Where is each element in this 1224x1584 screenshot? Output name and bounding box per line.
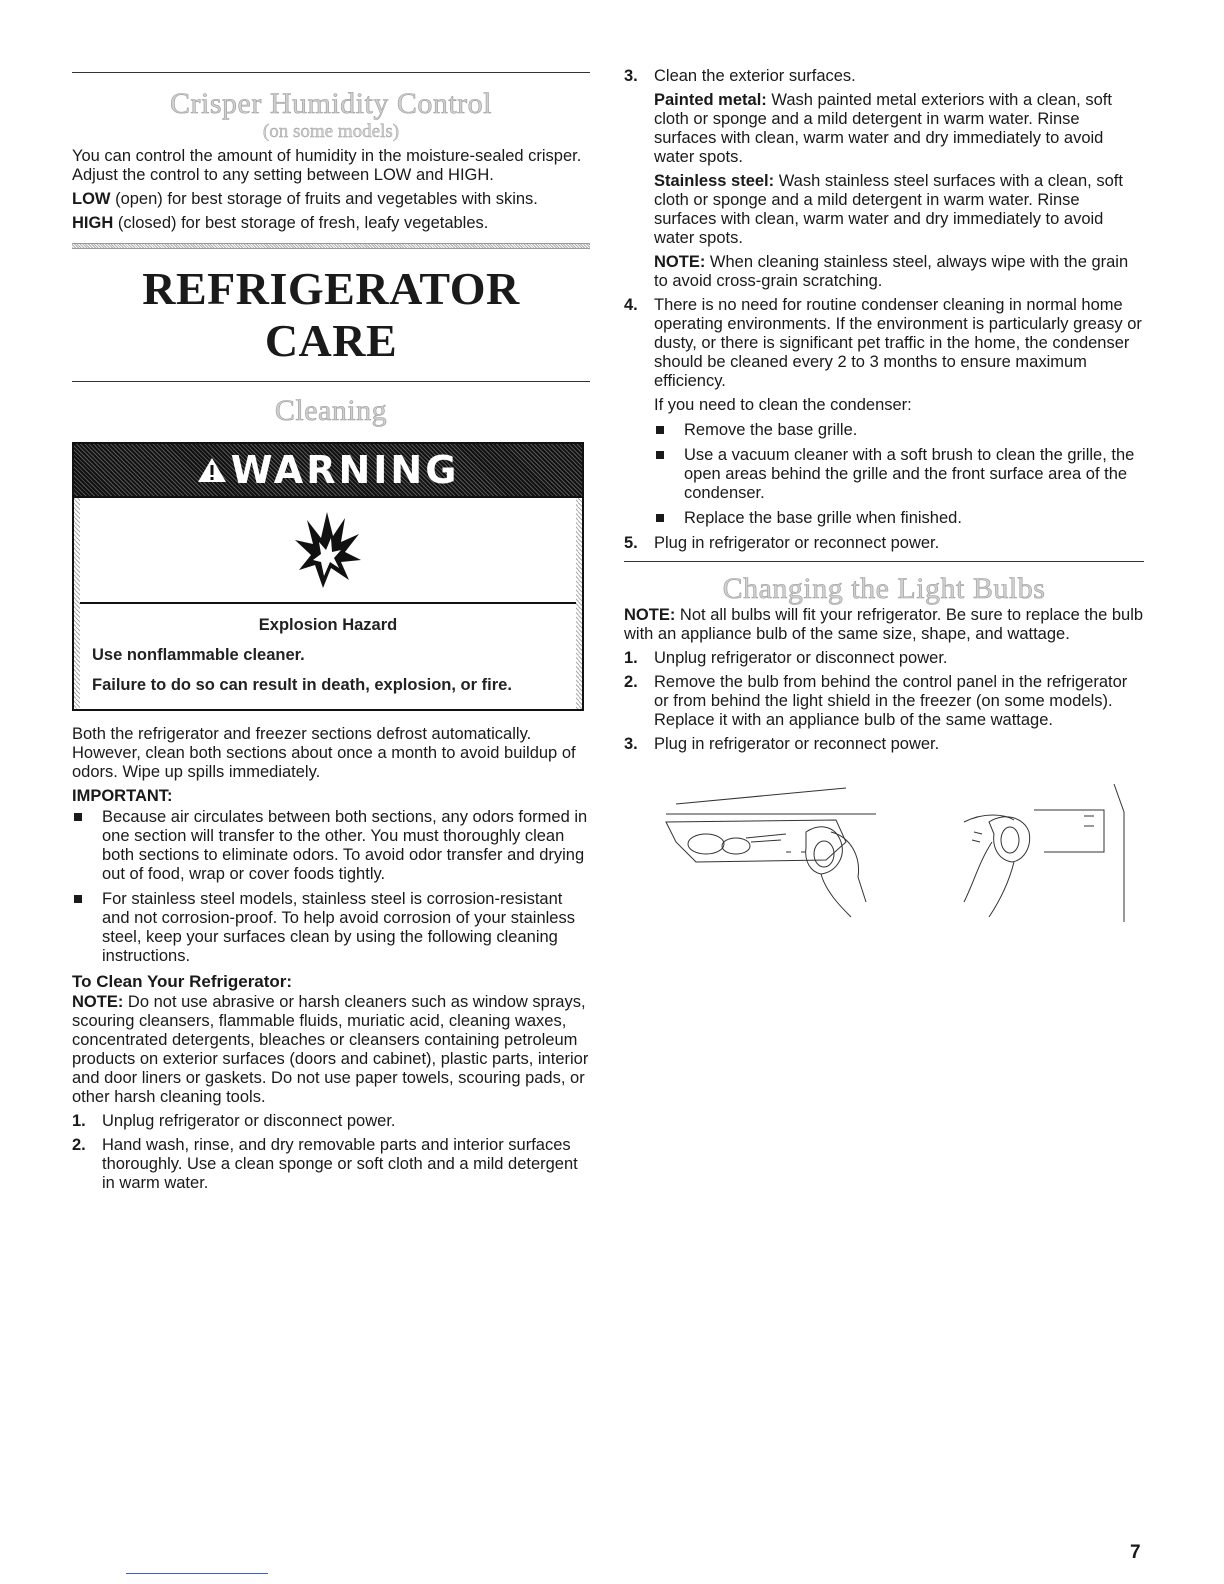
freezer-bulb-illustration (944, 782, 1144, 922)
page-title: REFRIGERATOR CARE (142, 263, 520, 366)
step-text: Unplug refrigerator or disconnect power. (102, 1112, 396, 1130)
cleaning-title: Cleaning (274, 394, 388, 427)
note-label: NOTE: (624, 606, 676, 624)
painted-metal-text: Painted metal: Wash painted metal exteriors with a clean, soft cloth or sponge and a mild detergent in warm water. Rinse surfaces with clean, warm water and dry immediately to avoid water spots. (654, 91, 1112, 166)
warning-line-1: Use nonflammable cleaner. (92, 646, 305, 664)
note-label: NOTE: (72, 993, 124, 1011)
warning-header (74, 444, 582, 498)
list-item (624, 649, 1144, 668)
step-text: Plug in refrigerator or reconnect power. (654, 735, 940, 753)
list-item (624, 673, 1144, 730)
list-item (624, 67, 1144, 291)
high-text: (closed) for best storage of fresh, leafy vegetables. (113, 214, 489, 232)
step-number: 1. (624, 649, 638, 667)
step-number: 3. (624, 735, 638, 753)
hatched-divider (72, 243, 590, 249)
crisper-low (72, 190, 590, 209)
explosion-hazard-symbol (80, 498, 576, 604)
step-text: Plug in refrigerator or reconnect power. (654, 534, 940, 552)
list-item: For stainless steel models, stainless steel is corrosion-resistant and not corrosion-proof. To help avoid corrosion of your stainless steel, keep your surfaces clean by using the following cleaning instructions. (72, 890, 590, 966)
condenser-list (654, 421, 1144, 528)
warning-box (72, 442, 584, 711)
step-number: 4. (624, 296, 638, 314)
list-item (72, 1136, 590, 1193)
warning-body (80, 604, 576, 709)
bulbs-title: Changing the Light Bulbs (722, 572, 1046, 605)
crisper-high (72, 214, 590, 233)
to-clean-heading: To Clean Your Refrigerator: (72, 972, 293, 991)
cleaning-steps (72, 1112, 590, 1193)
list-item (72, 1112, 590, 1131)
painted-metal-label: Painted metal: (654, 91, 767, 109)
divider (624, 561, 1144, 562)
page-number: 7 (1130, 1542, 1141, 1563)
list-item (624, 735, 1144, 754)
list-item: Use a vacuum cleaner with a soft brush to clean the grille, the open areas behind the grille and the front surface area of the condenser. (654, 446, 1144, 503)
step-number: 2. (624, 673, 638, 691)
cleaning-intro: Both the refrigerator and freezer sections defrost automatically. However, clean both sections about once a month to avoid buildup of odors. Wipe up spills immediately. (72, 725, 576, 781)
cleaning-steps-continued (624, 67, 1144, 553)
stainless-steel-label: Stainless steel: (654, 172, 775, 190)
warning-heading: WARNING (230, 447, 460, 492)
low-text: (open) for best storage of fruits and vegetables with skins. (110, 190, 538, 208)
cleaning-note (72, 993, 590, 1107)
important-list (72, 808, 590, 966)
crisper-intro: You can control the amount of humidity in the moisture-sealed crisper. Adjust the control to any setting between LOW and HIGH. (72, 147, 582, 184)
right-column (624, 67, 1144, 922)
bulbs-note: NOTE: Not all bulbs will fit your refrigerator. Be sure to replace the bulb with an appliance bulb of the same size, shape, and wattage. (624, 606, 1144, 643)
footer-link-line (126, 1573, 268, 1574)
explosion-icon (293, 510, 363, 590)
warning-line-2: Failure to do so can result in death, explosion, or fire. (92, 676, 512, 694)
left-column (72, 60, 590, 1198)
step-text: Remove the bulb from behind the control panel in the refrigerator or from behind the light shield in the freezer (on some models). Replace it with an appliance bulb of the same wattage. (654, 673, 1128, 729)
step-number: 2. (72, 1136, 86, 1154)
stainless-note: NOTE: When cleaning stainless steel, always wipe with the grain to avoid cross-grain scratching. (654, 253, 1129, 290)
step-text: Hand wash, rinse, and dry removable parts and interior surfaces thoroughly. Use a clean sponge or soft cloth and a mild detergent in warm water. (102, 1136, 578, 1192)
list-item: Replace the base grille when finished. (654, 509, 1144, 528)
step-text: There is no need for routine condenser cleaning in normal home operating environments. If the environment is particularly greasy or dusty, or there is significant pet traffic in the home, the condenser should be cleaned every 2 to 3 months to ensure maximum efficiency. (654, 296, 1142, 390)
important-label: IMPORTANT: (72, 787, 173, 805)
condenser-intro: If you need to clean the condenser: (654, 396, 912, 414)
step-text: Unplug refrigerator or disconnect power. (654, 649, 948, 667)
hazard-title: Explosion Hazard (258, 616, 398, 634)
list-item (624, 534, 1144, 553)
list-item: Because air circulates between both sections, any odors formed in one section will transfer to the other. You must thoroughly clean both sections to eliminate odors. To avoid odor transfer and drying out of food, wrap or cover foods tightly. (72, 808, 590, 884)
note-label: NOTE: (654, 253, 706, 271)
step-number: 3. (624, 67, 638, 85)
step-number: 1. (72, 1112, 86, 1130)
bulb-steps (624, 649, 1144, 754)
refrigerator-bulb-illustration (636, 782, 876, 922)
high-label: HIGH (72, 214, 114, 232)
crisper-subtitle: (on some models) (262, 121, 400, 142)
step-text: Clean the exterior surfaces. (654, 67, 856, 85)
step-number: 5. (624, 534, 638, 552)
divider (72, 381, 590, 382)
warning-triangle-icon (197, 456, 227, 484)
divider (72, 72, 590, 73)
stainless-steel-text: Stainless steel: Wash stainless steel surfaces with a clean, soft cloth or sponge and a mild detergent in warm water. Rinse surfaces with clean, warm water and dry immediately to avoid water spots. (654, 172, 1123, 247)
list-item (624, 296, 1144, 528)
low-label: LOW (72, 190, 111, 208)
bulb-illustrations (624, 782, 1144, 922)
crisper-title: Crisper Humidity Control (170, 87, 492, 120)
list-item: Remove the base grille. (654, 421, 1144, 440)
note-text: Do not use abrasive or harsh cleaners such as window sprays, scouring cleansers, flammable fluids, muriatic acid, cleaning waxes, concentrated detergents, bleaches or cleansers containing petroleum products on exterior surfaces (doors and cabinet), plastic parts, interior and door liners or gaskets. Do not use paper towels, scouring pads, or other harsh cleaning tools. (72, 993, 589, 1106)
